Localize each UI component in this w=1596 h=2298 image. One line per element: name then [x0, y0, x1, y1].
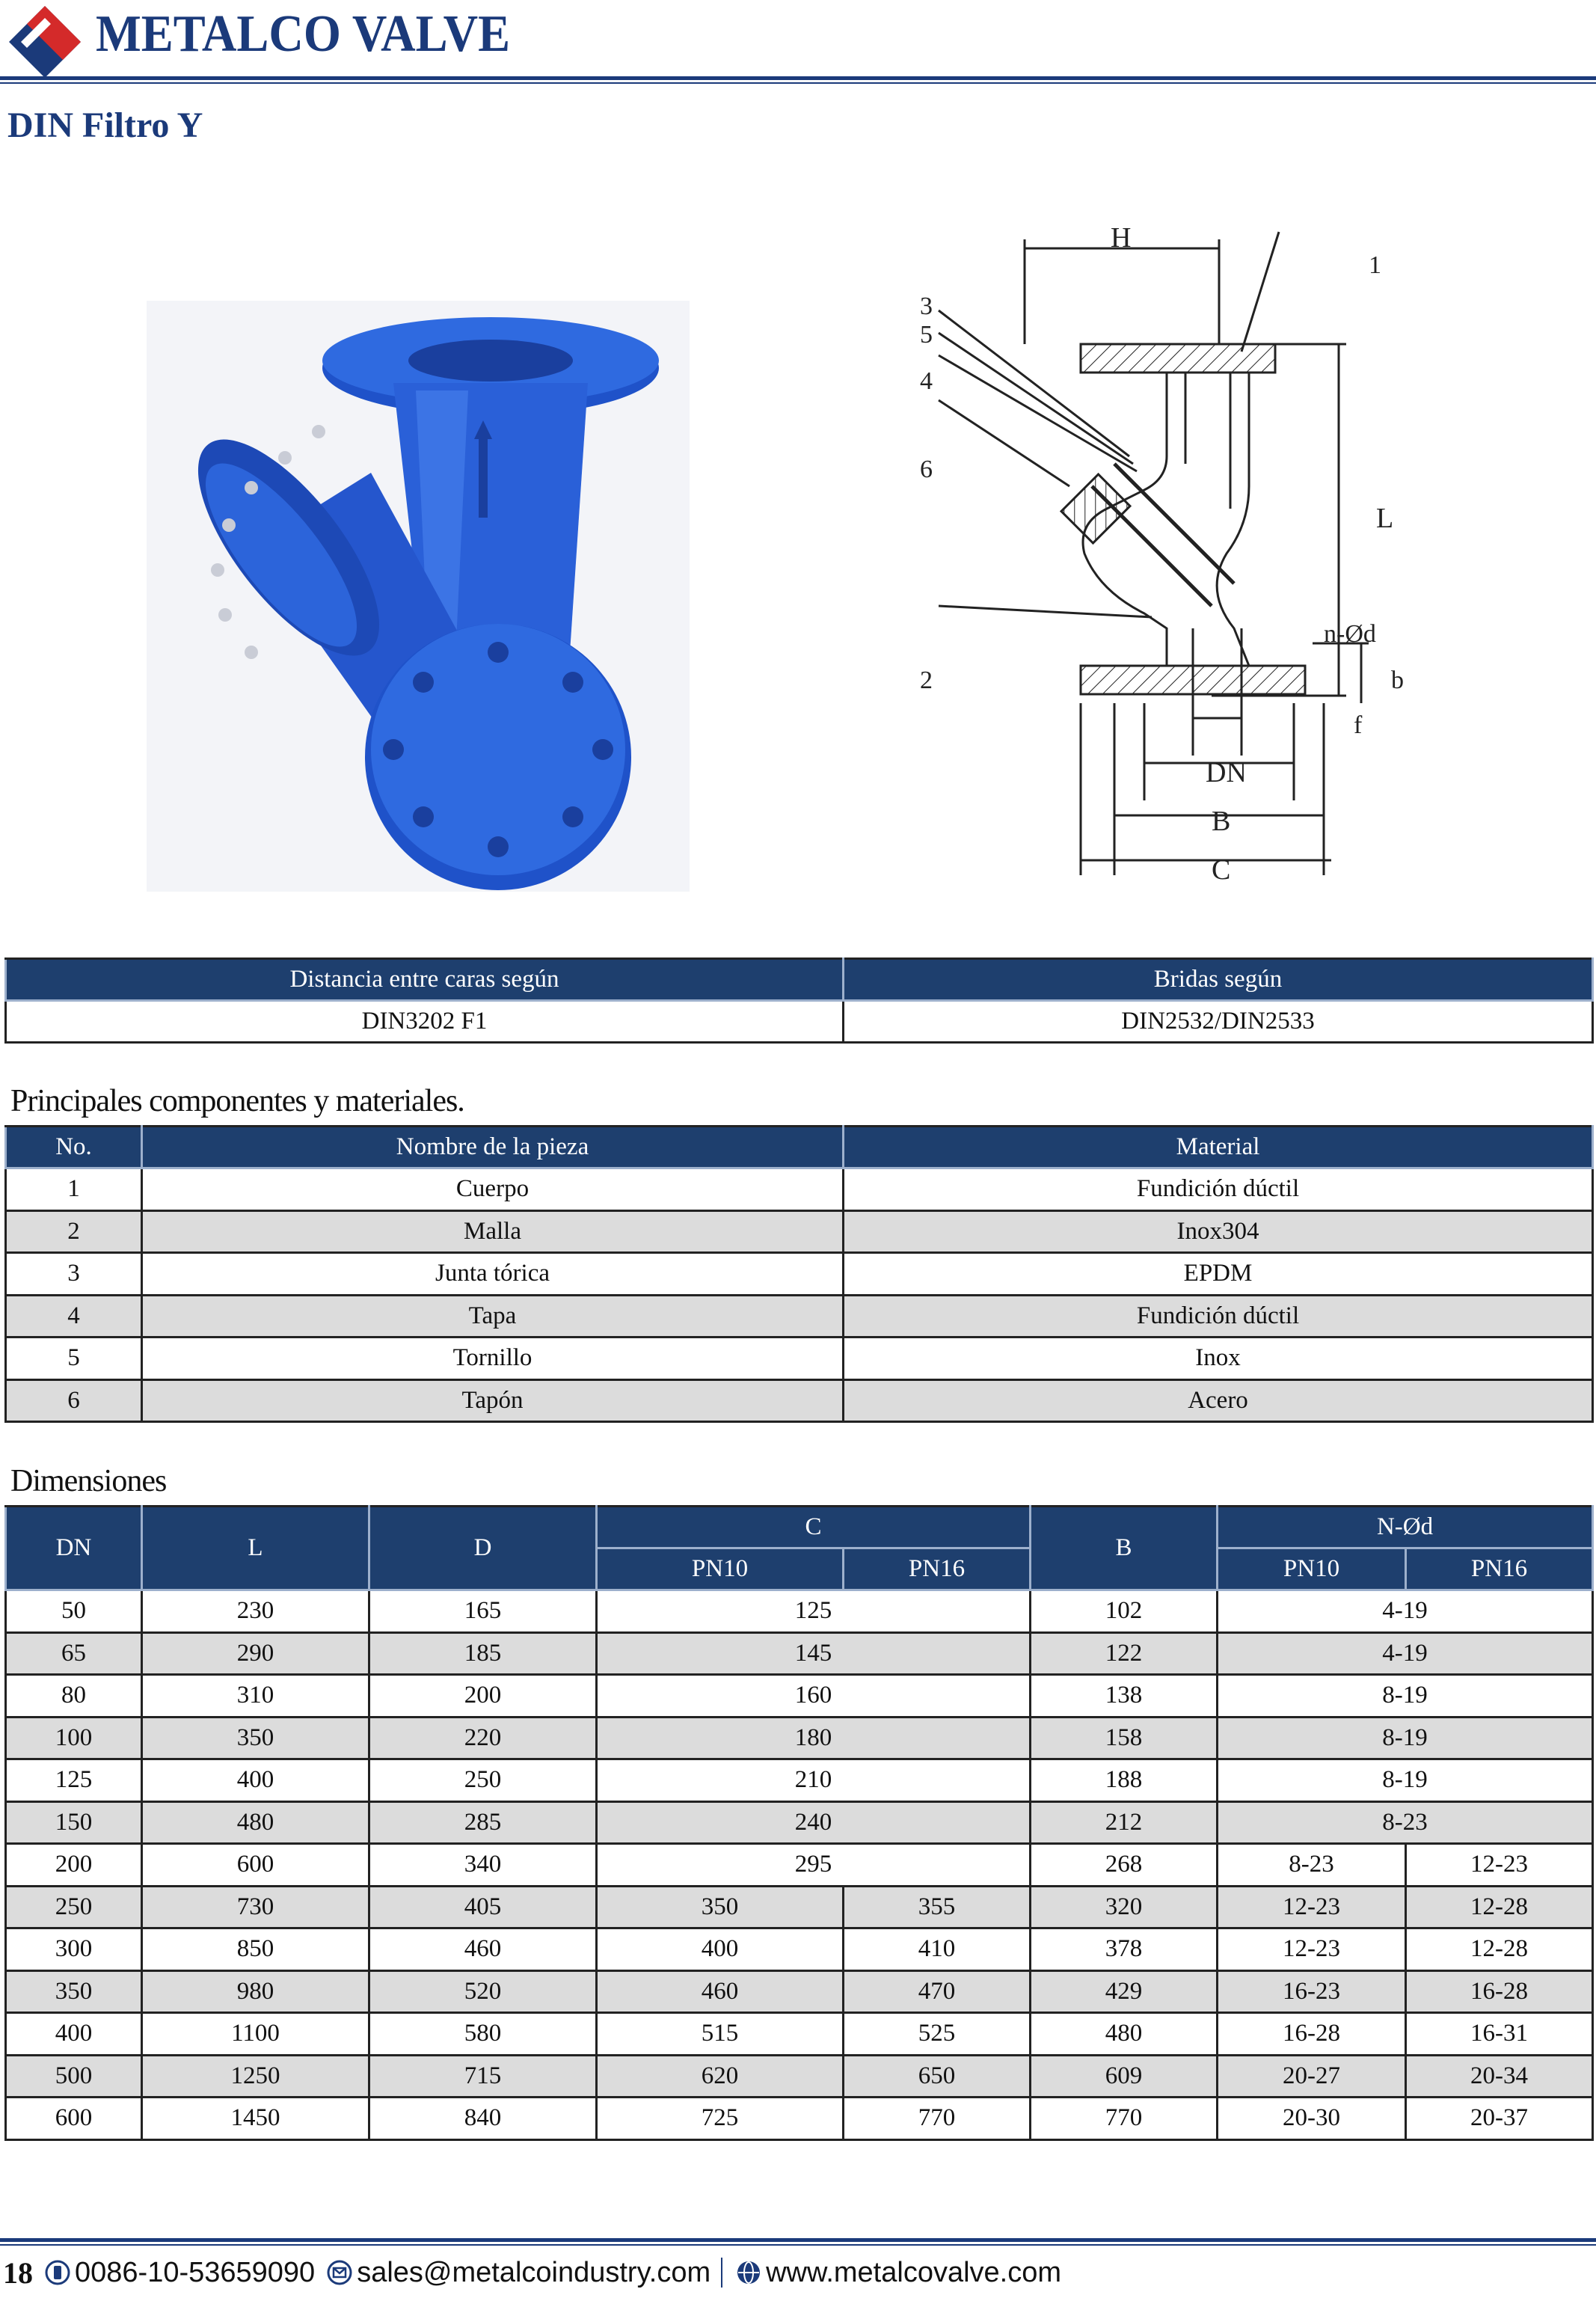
diamond-logo-icon	[6, 3, 84, 81]
table-row	[6, 1970, 1593, 2013]
dimensions-body	[6, 1590, 1593, 2140]
dim-dn-label: DN	[1206, 757, 1247, 788]
dim-header-nod-pn16: PN16	[1406, 1548, 1593, 1590]
cell-nod-pn10: 8-23	[1218, 1844, 1406, 1887]
cell-name: Tapón	[142, 1379, 844, 1422]
cell-nod-pn16: 16-31	[1406, 2013, 1593, 2056]
table-row	[6, 1338, 1593, 1380]
components-header-name: Nombre de la pieza	[142, 1127, 844, 1168]
cell-dn: 500	[6, 2055, 142, 2098]
product-photo	[147, 301, 690, 892]
phone-icon	[45, 2260, 70, 2285]
cell-d: 165	[369, 1590, 597, 1633]
table-row	[6, 1295, 1593, 1338]
cell-nod-pn10: 20-30	[1218, 2098, 1406, 2140]
part-label-1: 1	[1369, 251, 1381, 279]
cell-name: Tornillo	[142, 1338, 844, 1380]
cell-dn: 400	[6, 2013, 142, 2056]
dim-header-dn: DN	[6, 1507, 142, 1590]
cell-b: 212	[1031, 1801, 1218, 1844]
cell-name: Junta tórica	[142, 1253, 844, 1296]
cell-b: 122	[1031, 1632, 1218, 1675]
cell-l: 480	[142, 1801, 369, 1844]
cell-l: 980	[142, 1970, 369, 2013]
cell-c-pn16: 650	[844, 2055, 1031, 2098]
dim-header-c-pn10: PN10	[597, 1548, 844, 1590]
cell-c: 145	[597, 1632, 1031, 1675]
cell-name: Tapa	[142, 1295, 844, 1338]
cell-c-pn16: 470	[844, 1970, 1031, 2013]
cell-nod-pn10: 16-23	[1218, 1970, 1406, 2013]
cell-l: 1250	[142, 2055, 369, 2098]
cell-d: 840	[369, 2098, 597, 2140]
cell-material: EPDM	[844, 1253, 1593, 1296]
page-number: 18	[3, 2255, 33, 2290]
cell-no: 3	[6, 1253, 142, 1296]
email-icon	[327, 2260, 352, 2285]
cell-dn: 80	[6, 1675, 142, 1718]
cell-dn: 100	[6, 1717, 142, 1759]
cell-c: 160	[597, 1675, 1031, 1718]
cell-nod-pn10: 20-27	[1218, 2055, 1406, 2098]
dimensions-table	[4, 1505, 1594, 2141]
cell-l: 230	[142, 1590, 369, 1633]
cell-c-pn10: 725	[597, 2098, 844, 2140]
cell-c-pn10: 400	[597, 1928, 844, 1971]
cell-d: 460	[369, 1928, 597, 1971]
cell-nod-pn16: 20-37	[1406, 2098, 1593, 2140]
dim-nod-label: n-Ød	[1324, 620, 1376, 648]
cell-l: 290	[142, 1632, 369, 1675]
cell-d: 405	[369, 1886, 597, 1928]
cell-name: Cuerpo	[142, 1168, 844, 1211]
footer-email[interactable]: sales@metalcoindustry.com	[357, 2256, 711, 2288]
cell-material: Fundición dúctil	[844, 1295, 1593, 1338]
cell-c-pn10: 460	[597, 1970, 844, 2013]
cell-nod: 4-19	[1218, 1590, 1593, 1633]
table-row	[6, 1253, 1593, 1296]
table-row	[6, 1168, 1593, 1211]
table-row	[6, 1632, 1593, 1675]
table-row	[6, 1590, 1593, 1633]
table-row	[6, 1379, 1593, 1422]
cell-dn: 200	[6, 1844, 142, 1887]
part-label-6: 6	[920, 456, 933, 483]
cell-b: 158	[1031, 1717, 1218, 1759]
table-row	[6, 2013, 1593, 2056]
cell-material: Fundición dúctil	[844, 1168, 1593, 1211]
dim-h-label: H	[1111, 222, 1132, 254]
cell-nod: 8-23	[1218, 1801, 1593, 1844]
cell-d: 185	[369, 1632, 597, 1675]
cell-l: 1100	[142, 2013, 369, 2056]
dim-header-b: B	[1031, 1507, 1218, 1590]
part-label-2: 2	[920, 667, 933, 694]
cell-c-pn16: 410	[844, 1928, 1031, 1971]
components-header-material: Material	[844, 1127, 1593, 1168]
cell-d: 340	[369, 1844, 597, 1887]
cell-dn: 250	[6, 1886, 142, 1928]
cell-material: Acero	[844, 1379, 1593, 1422]
cell-l: 730	[142, 1886, 369, 1928]
brand-name: METALCO VALVE	[96, 5, 511, 63]
cell-dn: 350	[6, 1970, 142, 2013]
cell-c-pn16: 355	[844, 1886, 1031, 1928]
dim-header-l: L	[142, 1507, 369, 1590]
cell-nod-pn16: 16-28	[1406, 1970, 1593, 2013]
cell-b: 320	[1031, 1886, 1218, 1928]
cell-nod: 8-19	[1218, 1675, 1593, 1718]
components-title: Principales componentes y materiales.	[10, 1084, 464, 1118]
cell-nod: 8-19	[1218, 1717, 1593, 1759]
table-row	[6, 1844, 1593, 1887]
cell-c: 210	[597, 1759, 1031, 1802]
page-title: DIN Filtro Y	[7, 105, 203, 145]
cell-no: 4	[6, 1295, 142, 1338]
part-label-5: 5	[920, 321, 933, 349]
cell-no: 1	[6, 1168, 142, 1211]
cell-b: 378	[1031, 1928, 1218, 1971]
table-row	[6, 1210, 1593, 1253]
components-table	[4, 1125, 1594, 1423]
part-label-3: 3	[920, 292, 933, 320]
cell-c-pn16: 525	[844, 2013, 1031, 2056]
cell-c-pn16: 770	[844, 2098, 1031, 2140]
dimensions-title: Dimensiones	[10, 1464, 167, 1498]
table-row	[6, 1928, 1593, 1971]
cell-b: 188	[1031, 1759, 1218, 1802]
cell-c-pn10: 515	[597, 2013, 844, 2056]
cell-d: 220	[369, 1717, 597, 1759]
cell-no: 6	[6, 1379, 142, 1422]
footer-website[interactable]: www.metalcovalve.com	[766, 2256, 1062, 2288]
cell-nod-pn16: 12-28	[1406, 1928, 1593, 1971]
cell-dn: 50	[6, 1590, 142, 1633]
table-row	[6, 1675, 1593, 1718]
cell-c: 180	[597, 1717, 1031, 1759]
standards-face-value: DIN3202 F1	[6, 1001, 844, 1043]
cell-b: 138	[1031, 1675, 1218, 1718]
table-row	[6, 1759, 1593, 1802]
cell-no: 2	[6, 1210, 142, 1253]
cell-b: 770	[1031, 2098, 1218, 2140]
cell-l: 850	[142, 1928, 369, 1971]
dim-b-small-label: b	[1391, 667, 1404, 694]
dim-c-label: C	[1212, 854, 1231, 886]
table-row	[6, 1886, 1593, 1928]
cell-nod-pn10: 12-23	[1218, 1886, 1406, 1928]
cell-nod-pn16: 12-28	[1406, 1886, 1593, 1928]
cell-dn: 65	[6, 1632, 142, 1675]
dim-f-label: f	[1354, 711, 1363, 739]
cell-c-pn10: 350	[597, 1886, 844, 1928]
cell-b: 268	[1031, 1844, 1218, 1887]
cell-l: 400	[142, 1759, 369, 1802]
standards-flange-value: DIN2532/DIN2533	[844, 1001, 1593, 1043]
part-label-4: 4	[920, 367, 933, 395]
standards-header-face: Distancia entre caras según	[6, 959, 844, 1001]
cell-c-pn10: 620	[597, 2055, 844, 2098]
footer-rule	[0, 2238, 1596, 2242]
table-row	[6, 1801, 1593, 1844]
dim-header-d: D	[369, 1507, 597, 1590]
components-body	[6, 1168, 1593, 1422]
footer-phone[interactable]: 0086-10-53659090	[75, 2256, 316, 2288]
cell-d: 285	[369, 1801, 597, 1844]
cell-d: 520	[369, 1970, 597, 2013]
cell-c: 295	[597, 1844, 1031, 1887]
cell-l: 1450	[142, 2098, 369, 2140]
globe-icon	[736, 2260, 761, 2285]
cell-l: 310	[142, 1675, 369, 1718]
cell-b: 102	[1031, 1590, 1218, 1633]
cell-material: Inox304	[844, 1210, 1593, 1253]
cell-nod: 8-19	[1218, 1759, 1593, 1802]
cell-nod-pn10: 16-28	[1218, 2013, 1406, 2056]
cell-c: 125	[597, 1590, 1031, 1633]
cell-b: 429	[1031, 1970, 1218, 2013]
cell-dn: 150	[6, 1801, 142, 1844]
cell-nod: 4-19	[1218, 1632, 1593, 1675]
cell-d: 200	[369, 1675, 597, 1718]
cell-d: 580	[369, 2013, 597, 2056]
cell-b: 480	[1031, 2013, 1218, 2056]
cell-nod-pn10: 12-23	[1218, 1928, 1406, 1971]
cell-nod-pn16: 20-34	[1406, 2055, 1593, 2098]
cell-l: 600	[142, 1844, 369, 1887]
dim-l-label: L	[1376, 503, 1394, 534]
cell-l: 350	[142, 1717, 369, 1759]
cell-b: 609	[1031, 2055, 1218, 2098]
footer-separator	[721, 2258, 722, 2288]
cell-name: Malla	[142, 1210, 844, 1253]
footer-rule-thin	[0, 2244, 1596, 2246]
dim-header-nod-pn10: PN10	[1218, 1548, 1406, 1590]
cell-dn: 600	[6, 2098, 142, 2140]
cell-dn: 125	[6, 1759, 142, 1802]
cell-d: 250	[369, 1759, 597, 1802]
header-rule	[0, 76, 1596, 80]
cross-section-diagram	[920, 222, 1443, 898]
cell-no: 5	[6, 1338, 142, 1380]
dim-b-label: B	[1212, 806, 1231, 837]
dim-header-c-pn16: PN16	[844, 1548, 1031, 1590]
cell-nod-pn16: 12-23	[1406, 1844, 1593, 1887]
table-row	[6, 2055, 1593, 2098]
header-rule-thin	[0, 82, 1596, 84]
cell-d: 715	[369, 2055, 597, 2098]
cell-dn: 300	[6, 1928, 142, 1971]
standards-table	[4, 958, 1594, 1044]
cell-c: 240	[597, 1801, 1031, 1844]
footer	[0, 2253, 1061, 2292]
table-row	[6, 2098, 1593, 2140]
cell-material: Inox	[844, 1338, 1593, 1380]
dim-header-nod: N-Ød	[1218, 1507, 1593, 1548]
standards-header-flange: Bridas según	[844, 959, 1593, 1001]
components-header-no: No.	[6, 1127, 142, 1168]
table-row	[6, 1717, 1593, 1759]
dim-header-c: C	[597, 1507, 1031, 1548]
